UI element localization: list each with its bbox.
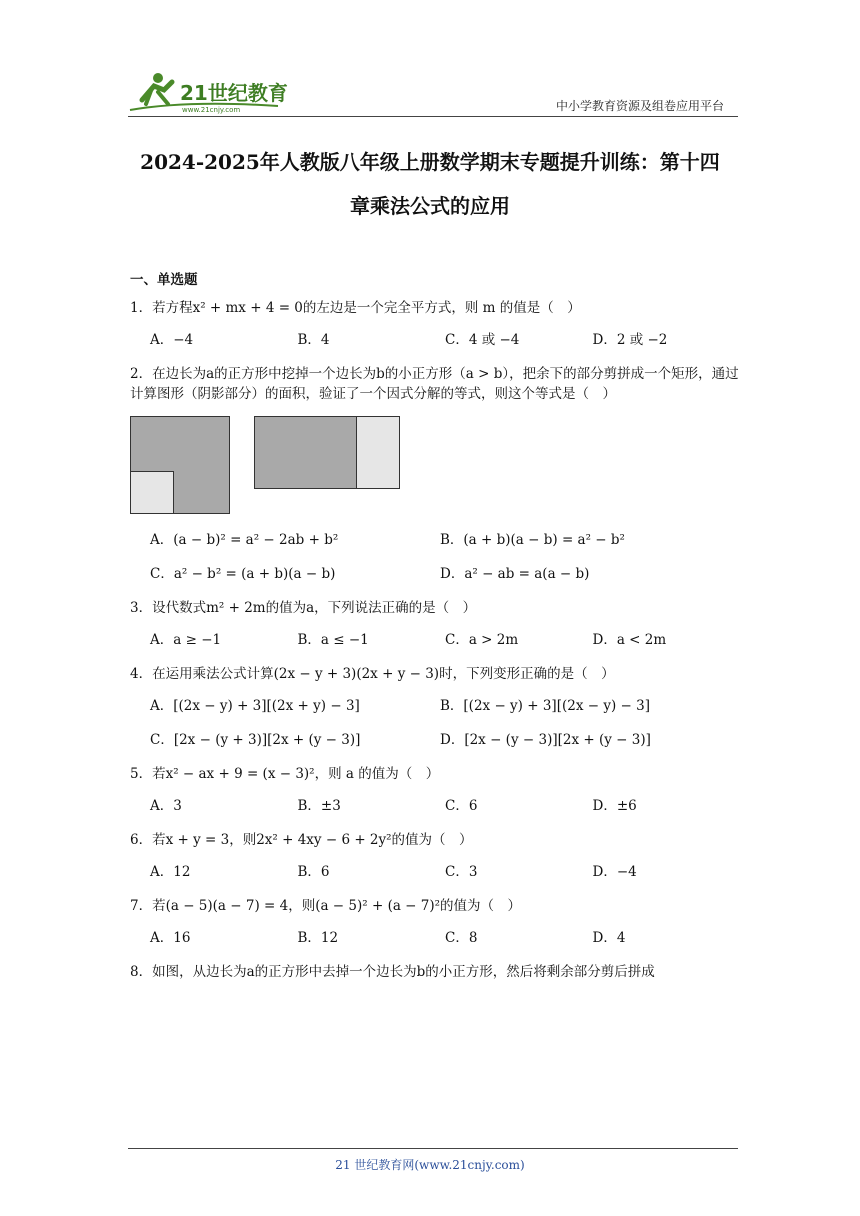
page-title: 2024-2025年人教版八年级上册数学期末专题提升训练：第十四 章乘法公式的应用 bbox=[140, 150, 720, 218]
options-2-row1 bbox=[150, 530, 740, 550]
footer-divider bbox=[128, 1148, 738, 1149]
option-d[interactable]: D．a² − ab = a(a − b) bbox=[440, 566, 590, 582]
question-2: 2．在边长为a的正方形中挖掉一个边长为b的小正方形（a > b），把余下的部分剪拼成一个矩形，通过计算图形（阴影部分）的面积，验证了一个因式分解的等式，则这个等式是（ ） bbox=[130, 366, 739, 402]
option-d[interactable]: D．2 或 −2 bbox=[592, 332, 668, 348]
header-divider bbox=[128, 116, 738, 117]
options-5 bbox=[150, 796, 740, 816]
rectangle-figure bbox=[254, 416, 400, 489]
question-5: 5．若x² − ax + 9 = (x − 3)²，则 a 的值为（ ） bbox=[130, 766, 440, 782]
question-2-figures bbox=[130, 416, 740, 520]
option-a[interactable]: A．12 bbox=[150, 864, 191, 880]
option-a[interactable]: A．−4 bbox=[150, 332, 194, 348]
option-c[interactable]: C．6 bbox=[445, 798, 478, 814]
option-c[interactable]: C．8 bbox=[445, 930, 478, 946]
question-1: 1．若方程x² + mx + 4 = 0的左边是一个完全平方式，则 m 的值是（ ） bbox=[130, 300, 581, 316]
option-c[interactable]: C．a > 2m bbox=[445, 632, 519, 648]
option-d[interactable]: D．[2x − (y − 3)][2x + (y − 3)] bbox=[440, 732, 651, 748]
options-4-row2 bbox=[150, 730, 740, 750]
option-d[interactable]: D．4 bbox=[592, 930, 626, 946]
question-4: 4．在运用乘法公式计算(2x − y + 3)(2x + y − 3)时，下列变形正确的是（ ） bbox=[130, 666, 615, 682]
option-d[interactable]: D．−4 bbox=[592, 864, 637, 880]
options-6 bbox=[150, 862, 740, 882]
question-6: 6．若x + y = 3，则2x² + 4xy − 6 + 2y²的值为（ ） bbox=[130, 832, 473, 848]
site-logo bbox=[128, 70, 288, 114]
option-b[interactable]: B．[(2x − y) + 3][(2x − y) − 3] bbox=[440, 698, 650, 714]
option-c[interactable]: C．3 bbox=[445, 864, 478, 880]
question-8: 8．如图，从边长为a的正方形中去掉一个边长为b的小正方形，然后将剩余部分剪后拼成 bbox=[130, 964, 655, 980]
option-a[interactable]: A．16 bbox=[150, 930, 191, 946]
option-a[interactable]: A．3 bbox=[150, 798, 182, 814]
option-d[interactable]: D．a < 2m bbox=[592, 632, 667, 648]
footer-link[interactable]: 21 世纪教育网(www.21cnjy.com) bbox=[335, 1158, 525, 1172]
option-b[interactable]: B．6 bbox=[297, 864, 330, 880]
question-list bbox=[130, 268, 740, 994]
question-3: 3．设代数式m² + 2m的值为a，下列说法正确的是（ ） bbox=[130, 600, 477, 616]
section-heading: 一、单选题 bbox=[130, 272, 198, 288]
option-b[interactable]: B．12 bbox=[297, 930, 339, 946]
option-b[interactable]: B．4 bbox=[297, 332, 330, 348]
header-platform-text: 中小学教育资源及组卷应用平台 bbox=[555, 99, 724, 113]
logo-text: 21世纪教育 bbox=[180, 81, 288, 105]
options-7 bbox=[150, 928, 740, 948]
options-4-row1 bbox=[150, 696, 740, 716]
option-c[interactable]: C．[2x − (y + 3)][2x + (y − 3)] bbox=[150, 732, 361, 748]
option-b[interactable]: B．±3 bbox=[297, 798, 341, 814]
question-7: 7．若(a − 5)(a − 7) = 4，则(a − 5)² + (a − 7)²的值为（ ） bbox=[130, 898, 522, 914]
option-a[interactable]: A．a ≥ −1 bbox=[150, 632, 222, 648]
shaded-rectangle bbox=[255, 417, 357, 488]
option-a[interactable]: A．(a − b)² = a² − 2ab + b² bbox=[150, 532, 339, 548]
logo-sub: www.21cnjy.com bbox=[182, 106, 241, 114]
small-square bbox=[130, 471, 174, 514]
option-c[interactable]: C．a² − b² = (a + b)(a − b) bbox=[150, 566, 336, 582]
option-a[interactable]: A．[(2x − y) + 3][(2x + y) − 3] bbox=[150, 698, 360, 714]
option-b[interactable]: B．(a + b)(a − b) = a² − b² bbox=[440, 532, 625, 548]
options-2-row2 bbox=[150, 564, 740, 584]
option-c[interactable]: C．4 或 −4 bbox=[445, 332, 520, 348]
options-1 bbox=[150, 330, 740, 350]
option-b[interactable]: B．a ≤ −1 bbox=[297, 632, 369, 648]
square-with-cutout-figure bbox=[130, 416, 230, 514]
option-d[interactable]: D．±6 bbox=[592, 798, 637, 814]
options-3 bbox=[150, 630, 740, 650]
